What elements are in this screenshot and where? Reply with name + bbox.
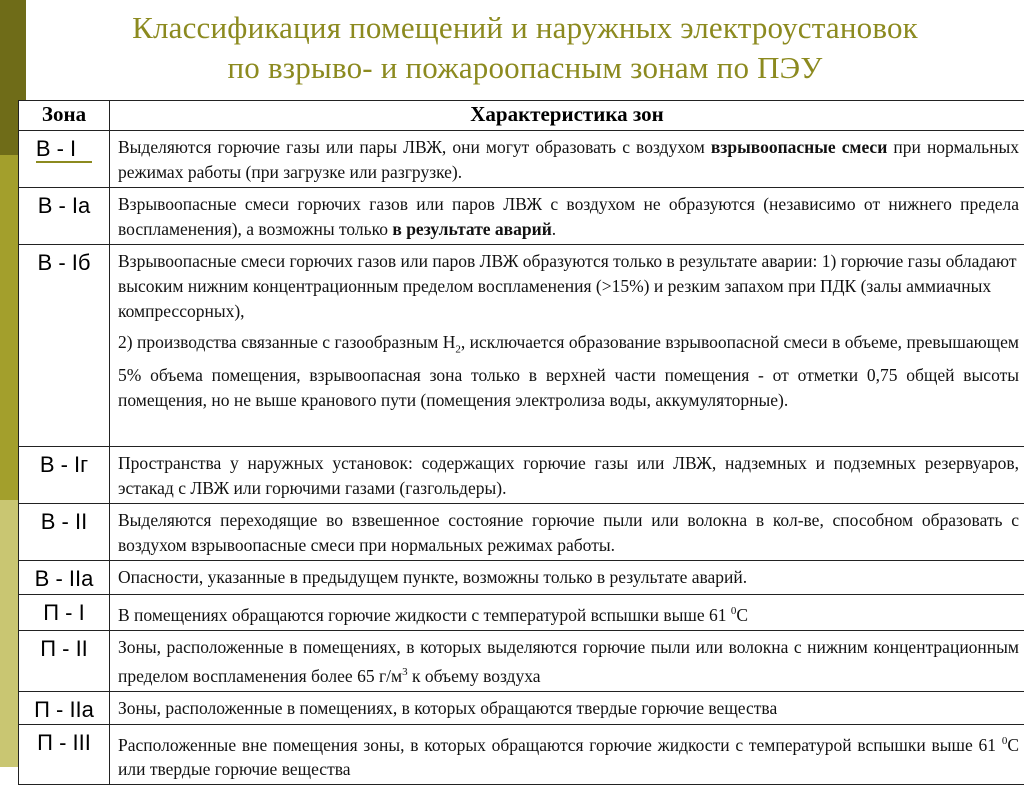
description-text: .: [552, 219, 556, 239]
zone-cell: В - IIа: [19, 561, 110, 595]
superscript: 0: [1002, 735, 1008, 747]
description-cell: [110, 188, 1024, 245]
description-text: С: [736, 605, 748, 625]
description-bold: в результате аварий: [392, 219, 551, 239]
description-cell: Зоны, расположенные в помещениях, в которых обращаются твердые горючие вещества: [110, 691, 1024, 724]
description-cell: [110, 131, 1024, 188]
zone-cell: В - II: [19, 504, 110, 561]
table-header-row: [19, 101, 1024, 131]
description-text: Расположенные вне помещения зоны, в которых обращаются горючие жидкости с температурой вспышки выше 61: [118, 734, 1002, 754]
subscript: 2: [455, 344, 461, 356]
table-row: [19, 724, 1024, 785]
description-text: , исключается образование взрывоопасной смеси в объеме, превышающем 5% объема помещения, взрывоопасная зона только в верхней части помещения - от отметки 0,75 общей высоты помещения, но не выше кранового пути (помещения электролиза воды, аккумуляторные).: [118, 332, 1019, 410]
zone-cell: П - I: [19, 595, 110, 631]
zone-cell: П - III: [19, 724, 110, 785]
zone-cell: П - II: [19, 630, 110, 691]
table-row: [19, 447, 1024, 504]
description-text: Зоны, расположенные в помещениях, в которых выделяются горючие пыли или волокна с нижним концентрационным пределом воспламенения более 65 г/м: [118, 637, 1019, 686]
zone-cell: П - IIа: [19, 691, 110, 724]
description-paragraph-1: Взрывоопасные смеси горючих газов или паров ЛВЖ образуются только в результате аварии: 1) горючие газы обладают высоким нижним концентрационным пределом воспламенения (>15%) и резким запахом при ПДК (залы аммиачных компрессорных),: [118, 249, 1019, 324]
description-text: Взрывоопасные смеси горючих газов или паров ЛВЖ с воздухом не образуются (независимо от нижнего предела воспламенения), а возможны только: [118, 194, 1019, 239]
description-cell: [110, 630, 1024, 691]
table-row: [19, 691, 1024, 724]
superscript: 0: [731, 605, 737, 617]
table-row: [19, 561, 1024, 595]
zone-code: В - I: [36, 136, 92, 163]
zone-cell: В - Iа: [19, 188, 110, 245]
description-cell: [110, 595, 1024, 631]
description-text: В помещениях обращаются горючие жидкости с температурой вспышки выше 61: [118, 605, 731, 625]
table-row: [19, 131, 1024, 188]
table-row: [19, 504, 1024, 561]
header-zone: Зона: [19, 101, 110, 131]
slide-title: [40, 8, 1010, 88]
description-cell: Пространства у наружных установок: содержащих горючие газы или ЛВЖ, надземных и подземных резервуаров, эстакад с ЛВЖ или горючими газами (газгольдеры).: [110, 447, 1024, 504]
description-cell: [110, 245, 1024, 447]
description-text: при нормальных режимах работы (при загрузке или разгрузке).: [118, 137, 1019, 182]
superscript: 3: [402, 666, 408, 678]
zones-table: [18, 100, 1024, 785]
description-text: к объему воздуха: [408, 666, 541, 686]
description-paragraph-2: [118, 330, 1019, 413]
description-text: 2) производства связанные с газообразным Н: [118, 332, 455, 352]
title-line-1: Классификация помещений и наружных электроустановок: [40, 8, 1010, 48]
header-characteristic: Характеристика зон: [110, 101, 1024, 131]
description-text: С или твердые горючие вещества: [118, 734, 1019, 779]
table-row: [19, 595, 1024, 631]
zone-cell: В - Iг: [19, 447, 110, 504]
table-row: [19, 245, 1024, 447]
description-cell: Выделяются переходящие во взвешенное состояние горючие пыли или волокна в кол-ве, способном образовать с воздухом взрывоопасные смеси при нормальных режимах работы.: [110, 504, 1024, 561]
title-line-2: по взрыво- и пожароопасным зонам по ПЭУ: [40, 48, 1010, 88]
description-cell: Опасности, указанные в предыдущем пункте, возможны только в результате аварий.: [110, 561, 1024, 595]
description-text: Выделяются горючие газы или пары ЛВЖ, они могут образовать с воздухом: [118, 137, 711, 157]
description-bold: взрывоопасные смеси: [711, 137, 887, 157]
zone-cell: В - Iб: [19, 245, 110, 447]
table-row: [19, 188, 1024, 245]
description-cell: [110, 724, 1024, 785]
table-row: [19, 630, 1024, 691]
zone-cell: [19, 131, 110, 188]
